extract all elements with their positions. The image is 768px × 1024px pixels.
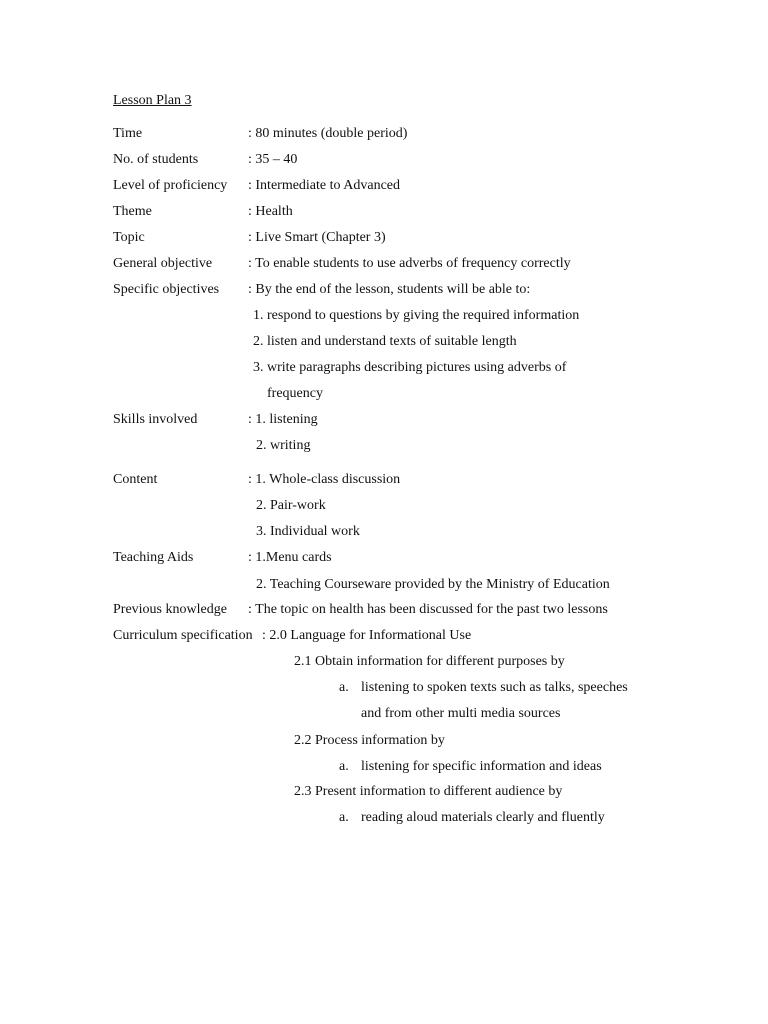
teaching-aids-item: 2. Teaching Courseware provided by the Ministry of Education bbox=[256, 577, 610, 592]
teaching-aids-label: Teaching Aids bbox=[113, 550, 194, 565]
curriculum-subsection: 2.1 Obtain information for different purposes by bbox=[294, 654, 565, 669]
curriculum-item-text-continuation: and from other multi media sources bbox=[361, 706, 561, 721]
specific-objective-continuation: frequency bbox=[267, 386, 323, 401]
time-value: : 80 minutes (double period) bbox=[248, 126, 408, 141]
curriculum-subsection: 2.3 Present information to different audience by bbox=[294, 784, 563, 799]
previous-knowledge-label: Previous knowledge bbox=[113, 602, 227, 617]
teaching-aids-value: : 1.Menu cards bbox=[248, 550, 332, 565]
previous-knowledge-value: : The topic on health has been discussed for the past two lessons bbox=[248, 602, 608, 617]
curriculum-item-text: reading aloud materials clearly and fluently bbox=[361, 810, 605, 825]
general-objective-value: : To enable students to use adverbs of frequency correctly bbox=[248, 256, 571, 271]
theme-label: Theme bbox=[113, 204, 152, 219]
curriculum-value: : 2.0 Language for Informational Use bbox=[262, 628, 472, 643]
level-label: Level of proficiency bbox=[113, 178, 228, 193]
skills-value: : 1. listening bbox=[248, 412, 318, 427]
students-value: : 35 – 40 bbox=[248, 152, 298, 167]
content-label: Content bbox=[113, 472, 158, 487]
specific-objective-item: 2. listen and understand texts of suitable length bbox=[253, 334, 517, 349]
curriculum-label: Curriculum specification bbox=[113, 628, 253, 643]
skills-label: Skills involved bbox=[113, 412, 198, 427]
curriculum-item-letter: a. bbox=[339, 759, 349, 774]
curriculum-item-letter: a. bbox=[339, 810, 349, 825]
curriculum-subsection: 2.2 Process information by bbox=[294, 733, 445, 748]
topic-label: Topic bbox=[113, 230, 145, 245]
time-label: Time bbox=[113, 126, 143, 141]
topic-value: : Live Smart (Chapter 3) bbox=[248, 230, 386, 245]
content-item: 2. Pair-work bbox=[256, 498, 326, 513]
students-label: No. of students bbox=[113, 152, 199, 167]
specific-objectives-value: : By the end of the lesson, students will be able to: bbox=[248, 282, 531, 297]
theme-value: : Health bbox=[248, 204, 293, 219]
curriculum-item-text: listening to spoken texts such as talks, speeches bbox=[361, 680, 628, 695]
specific-objectives-label: Specific objectives bbox=[113, 282, 220, 297]
content-item: 3. Individual work bbox=[256, 524, 360, 539]
specific-objective-item: 3. write paragraphs describing pictures using adverbs of bbox=[253, 360, 567, 375]
content-value: : 1. Whole-class discussion bbox=[248, 472, 401, 487]
curriculum-item-text: listening for specific information and ideas bbox=[361, 759, 602, 774]
page-title: Lesson Plan 3 bbox=[113, 93, 192, 108]
specific-objective-item: 1. respond to questions by giving the required information bbox=[253, 308, 580, 323]
level-value: : Intermediate to Advanced bbox=[248, 178, 400, 193]
skills-item: 2. writing bbox=[256, 438, 311, 453]
curriculum-item-letter: a. bbox=[339, 680, 349, 695]
general-objective-label: General objective bbox=[113, 256, 213, 271]
